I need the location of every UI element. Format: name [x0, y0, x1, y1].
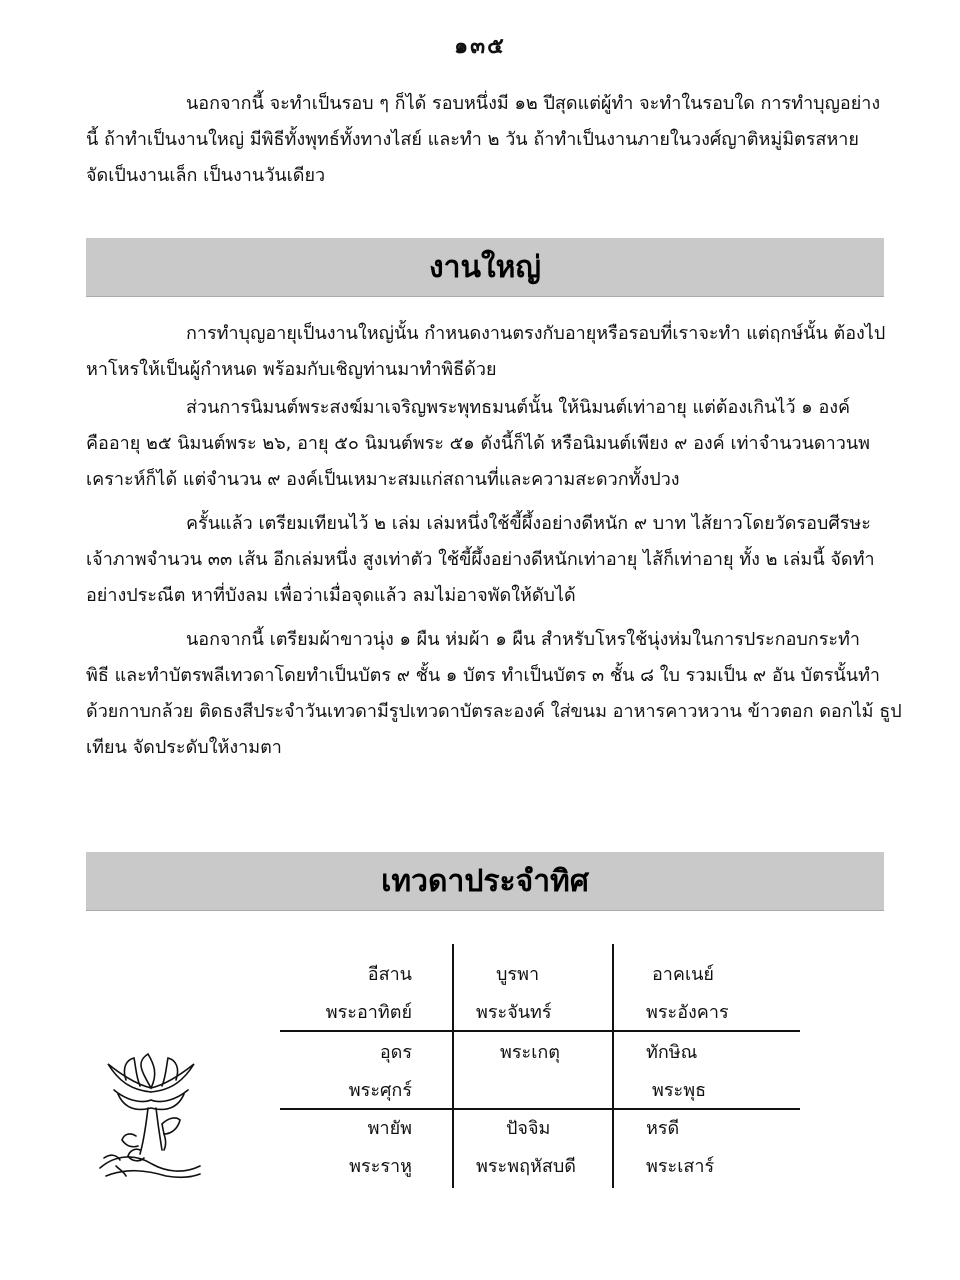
paragraph [86, 506, 886, 614]
direction-label: พระเกตุ [500, 1042, 560, 1063]
text-line: หาโหรให้เป็นผู้กำหนด พร้อมกับเชิญท่านมาทำพิธีด้วย [86, 359, 497, 380]
direction-label: พายัพ [367, 1118, 412, 1139]
text-line: ด้วยกาบกล้วย ติดธงสีประจำวันเทวดามีรูปเทวดาบัตรละองค์ ใส่ขนม อาหารคาวหวาน ข้าวตอก ดอกไม้ ธูป [86, 701, 902, 722]
direction-label: อาคเนย์ [652, 964, 714, 985]
deity-label: พระอังคาร [646, 1002, 729, 1023]
paragraph [86, 316, 886, 388]
grid-cell-south [646, 1034, 796, 1110]
section-title: งานใหญ่ [429, 249, 541, 285]
grid-divider [452, 944, 454, 1188]
grid-cell-northeast [300, 956, 412, 1032]
text-line: เทียน จัดประดับให้งามตา [86, 737, 282, 758]
text-line: เจ้าภาพจำนวน ๓๓ เส้น อีกเล่มหนึ่ง สูงเท่าตัว ใช้ขี้ผึ้งอย่างดีหนักเท่าอายุ ไส้ก็เท่าอายุ ทั้ง ๒ เล่มนี้ จัดทำ [86, 549, 875, 570]
grid-cell-southwest [646, 1110, 796, 1186]
paragraph [86, 390, 886, 498]
grid-cell-west [476, 1110, 606, 1186]
direction-label: อีสาน [367, 964, 412, 985]
text-line: ครั้นแล้ว เตรียมเทียนไว้ ๒ เล่ม เล่มหนึ่งใช้ขี้ผึ้งอย่างดีหนัก ๙ บาท ไส้ยาวโดยวัดรอบศีรษะ [186, 513, 871, 534]
direction-deity-grid [280, 944, 800, 1188]
grid-cell-north [300, 1034, 412, 1110]
text-line: พิธี และทำบัตรพลีเทวดาโดยทำเป็นบัตร ๙ ชั้น ๑ บัตร ทำเป็นบัตร ๓ ชั้น ๘ ใบ รวมเป็น ๙ อัน บัตรนั้นทำ [86, 665, 881, 686]
grid-cell-center [476, 1034, 606, 1072]
deity-label: พระอาทิตย์ [325, 1002, 412, 1023]
direction-label: บูรพา [496, 964, 540, 985]
direction-label: หรดี [646, 1118, 680, 1139]
text-line: การทำบุญอายุเป็นงานใหญ่นั้น กำหนดงานตรงกับอายุหรือรอบที่เราจะทำ แต่ฤกษ์นั้น ต้องไป [186, 323, 886, 344]
section-banner-large-ceremony [86, 238, 884, 297]
text-line: เคราะห์ก็ได้ แต่จำนวน ๙ องค์เป็นเหมาะสมแก่สถานที่และความสะดวกทั้งปวง [86, 469, 680, 490]
paragraph [86, 622, 902, 766]
text-line: จัดเป็นงานเล็ก เป็นงานวันเดียว [86, 165, 326, 186]
page-number: ๑๓๕ [454, 34, 506, 59]
lotus-icon [96, 1050, 206, 1180]
grid-cell-east [476, 956, 606, 1032]
direction-label: ปัจจิม [506, 1118, 551, 1139]
text-line: ส่วนการนิมนต์พระสงฆ์มาเจริญพระพุทธมนต์นั้น ให้นิมนต์เท่าอายุ แต่ต้องเกินไว้ ๑ องค์ [186, 397, 851, 418]
text-line: นอกจากนี้ เตรียมผ้าขาวนุ่ง ๑ ผืน ห่มผ้า ๑ ผืน สำหรับโหรใช้นุ่งห่มในการประกอบกระทำ [186, 629, 861, 650]
direction-label: อุดร [379, 1042, 412, 1063]
deity-label: พระพุธ [652, 1080, 707, 1101]
deity-label: พระจันทร์ [476, 1002, 552, 1023]
section-banner-directional-deities [86, 852, 884, 911]
direction-label: ทักษิณ [646, 1042, 698, 1063]
deity-label: พระศุกร์ [348, 1080, 412, 1101]
section-title: เทวดาประจำทิศ [381, 863, 589, 899]
grid-divider [612, 944, 614, 1188]
deity-label: พระราหู [349, 1156, 412, 1177]
intro-paragraph [86, 86, 886, 194]
deity-label: พระพฤหัสบดี [476, 1156, 576, 1177]
text-line: อย่างประณีต หาที่บังลม เพื่อว่าเมื่อจุดแล้ว ลมไม่อาจพัดให้ดับได้ [86, 585, 576, 606]
text-line: นอกจากนี้ จะทำเป็นรอบ ๆ ก็ได้ รอบหนึ่งมี ๑๒ ปีสุดแต่ผู้ทำ จะทำในรอบใด การทำบุญอย่าง [186, 93, 881, 114]
deity-label: พระเสาร์ [646, 1156, 715, 1177]
text-line: นี้ ถ้าทำเป็นงานใหญ่ มีพิธีทั้งพุทธ์ทั้งทางไสย์ และทำ ๒ วัน ถ้าทำเป็นงานภายในวงศ์ญาติหมู่มิตรสหาย [86, 129, 859, 150]
grid-cell-northwest [300, 1110, 412, 1186]
grid-cell-southeast [646, 956, 796, 1032]
text-line: คืออายุ ๒๕ นิมนต์พระ ๒๖, อายุ ๕๐ นิมนต์พระ ๕๑ ดังนี้ก็ได้ หรือนิมนต์เพียง ๙ องค์ เท่าจำนวนดาวนพ [86, 433, 871, 454]
